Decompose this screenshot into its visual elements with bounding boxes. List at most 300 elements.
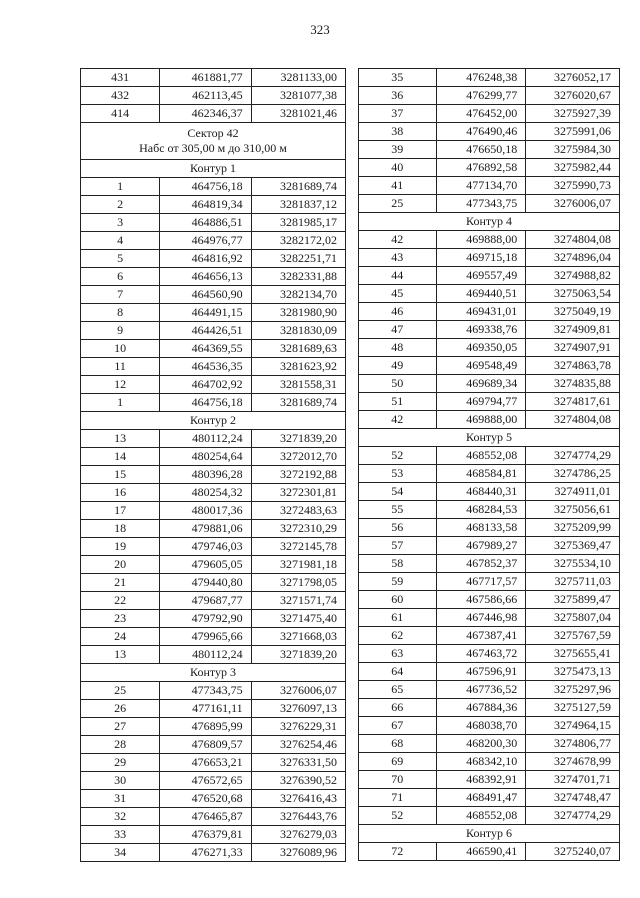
point-number-cell: 47: [359, 321, 437, 339]
table-row: [81, 430, 346, 448]
table-row: [81, 772, 346, 790]
x-coordinate-cell: 467596,91: [436, 663, 526, 681]
point-number-cell: 432: [81, 87, 160, 105]
y-coordinate-cell: 3281837,12: [251, 196, 345, 214]
y-coordinate-cell: 3275767,59: [526, 627, 620, 645]
table-row: [81, 376, 346, 394]
point-number-cell: 11: [81, 358, 160, 376]
table-row: [359, 645, 620, 663]
x-coordinate-cell: 469689,34: [436, 375, 526, 393]
y-coordinate-cell: 3281980,90: [251, 304, 345, 322]
table-row: [359, 159, 620, 177]
x-coordinate-cell: 469548,49: [436, 357, 526, 375]
table-row: [359, 789, 620, 807]
x-coordinate-cell: 476650,18: [436, 141, 526, 159]
coordinates-table-right: [358, 68, 620, 861]
x-coordinate-cell: 464886,51: [160, 214, 251, 232]
point-number-cell: 28: [81, 736, 160, 754]
table-row: [81, 105, 346, 123]
y-coordinate-cell: 3276020,67: [526, 87, 620, 105]
table-row: [81, 610, 346, 628]
x-coordinate-cell: 464816,92: [160, 250, 251, 268]
y-coordinate-cell: 3281689,74: [251, 394, 345, 412]
x-coordinate-cell: 467736,52: [436, 681, 526, 699]
point-number-cell: 27: [81, 718, 160, 736]
contour-header-row: [81, 160, 346, 178]
y-coordinate-cell: 3275534,10: [526, 555, 620, 573]
x-coordinate-cell: 464536,35: [160, 358, 251, 376]
table-row: [81, 718, 346, 736]
x-coordinate-cell: 469338,76: [436, 321, 526, 339]
y-coordinate-cell: 3276254,46: [251, 736, 345, 754]
table-row: [359, 123, 620, 141]
table-row: [81, 826, 346, 844]
table-row: [359, 231, 620, 249]
x-coordinate-cell: 476895,99: [160, 718, 251, 736]
x-coordinate-cell: 464426,51: [160, 322, 251, 340]
table-row: [359, 339, 620, 357]
table-row: [359, 753, 620, 771]
x-coordinate-cell: 464756,18: [160, 178, 251, 196]
y-coordinate-cell: 3272301,81: [251, 484, 345, 502]
y-coordinate-cell: 3276089,96: [251, 844, 345, 862]
y-coordinate-cell: 3275056,61: [526, 501, 620, 519]
point-number-cell: 10: [81, 340, 160, 358]
y-coordinate-cell: 3276006,07: [526, 195, 620, 213]
y-coordinate-cell: 3282134,70: [251, 286, 345, 304]
y-coordinate-cell: 3276416,43: [251, 790, 345, 808]
sector-elevation-range: Набс от 305,00 м до 310,00 м: [139, 141, 287, 155]
x-coordinate-cell: 467852,37: [436, 555, 526, 573]
contour-title: Контур 5: [359, 429, 620, 447]
x-coordinate-cell: 479605,05: [160, 556, 251, 574]
point-number-cell: 44: [359, 267, 437, 285]
y-coordinate-cell: 3274907,91: [526, 339, 620, 357]
y-coordinate-cell: 3282251,71: [251, 250, 345, 268]
table-row: [359, 519, 620, 537]
x-coordinate-cell: 468491,47: [436, 789, 526, 807]
table-row: [359, 195, 620, 213]
x-coordinate-cell: 479687,77: [160, 592, 251, 610]
y-coordinate-cell: 3274804,08: [526, 231, 620, 249]
table-row: [81, 69, 346, 87]
y-coordinate-cell: 3274786,25: [526, 465, 620, 483]
y-coordinate-cell: 3275711,03: [526, 573, 620, 591]
table-row: [81, 628, 346, 646]
contour-header-row: [359, 825, 620, 843]
point-number-cell: 70: [359, 771, 437, 789]
point-number-cell: 52: [359, 447, 437, 465]
y-coordinate-cell: 3276097,13: [251, 700, 345, 718]
y-coordinate-cell: 3282331,88: [251, 268, 345, 286]
x-coordinate-cell: 468284,53: [436, 501, 526, 519]
y-coordinate-cell: 3275473,13: [526, 663, 620, 681]
x-coordinate-cell: 468392,91: [436, 771, 526, 789]
point-number-cell: 15: [81, 466, 160, 484]
table-row: [81, 484, 346, 502]
x-coordinate-cell: 467989,27: [436, 537, 526, 555]
point-number-cell: 38: [359, 123, 437, 141]
table-row: [81, 286, 346, 304]
x-coordinate-cell: 480112,24: [160, 646, 251, 664]
x-coordinate-cell: 476465,87: [160, 808, 251, 826]
y-coordinate-cell: 3275927,39: [526, 105, 620, 123]
table-row: [359, 375, 620, 393]
point-number-cell: 31: [81, 790, 160, 808]
point-number-cell: 1: [81, 178, 160, 196]
x-coordinate-cell: 464656,13: [160, 268, 251, 286]
contour-header-row: [359, 429, 620, 447]
x-coordinate-cell: 469431,01: [436, 303, 526, 321]
y-coordinate-cell: 3274964,15: [526, 717, 620, 735]
point-number-cell: 42: [359, 411, 437, 429]
y-coordinate-cell: 3274774,29: [526, 447, 620, 465]
y-coordinate-cell: 3281623,92: [251, 358, 345, 376]
y-coordinate-cell: 3274678,99: [526, 753, 620, 771]
x-coordinate-cell: 462346,37: [160, 105, 251, 123]
page-number: 323: [310, 22, 330, 37]
x-coordinate-cell: 480112,24: [160, 430, 251, 448]
table-row: [359, 393, 620, 411]
y-coordinate-cell: 3281021,46: [251, 105, 345, 123]
y-coordinate-cell: 3272310,29: [251, 520, 345, 538]
y-coordinate-cell: 3275049,19: [526, 303, 620, 321]
y-coordinate-cell: 3276006,07: [251, 682, 345, 700]
point-number-cell: 65: [359, 681, 437, 699]
point-number-cell: 52: [359, 807, 437, 825]
point-number-cell: 59: [359, 573, 437, 591]
contour-header-row: [359, 213, 620, 231]
y-coordinate-cell: 3275297,96: [526, 681, 620, 699]
y-coordinate-cell: 3275063,54: [526, 285, 620, 303]
y-coordinate-cell: 3275369,47: [526, 537, 620, 555]
point-number-cell: 62: [359, 627, 437, 645]
point-number-cell: 72: [359, 843, 437, 861]
table-row: [81, 448, 346, 466]
contour-title: Контур 3: [81, 664, 346, 682]
table-row: [359, 447, 620, 465]
table-row: [81, 520, 346, 538]
x-coordinate-cell: 476653,21: [160, 754, 251, 772]
point-number-cell: 13: [81, 430, 160, 448]
point-number-cell: 9: [81, 322, 160, 340]
point-number-cell: 53: [359, 465, 437, 483]
x-coordinate-cell: 468552,08: [436, 807, 526, 825]
x-coordinate-cell: 479792,90: [160, 610, 251, 628]
table-row: [81, 556, 346, 574]
point-number-cell: 20: [81, 556, 160, 574]
table-row: [81, 214, 346, 232]
table-row: [359, 573, 620, 591]
point-number-cell: 60: [359, 591, 437, 609]
x-coordinate-cell: 469888,00: [436, 231, 526, 249]
table-row: [359, 411, 620, 429]
x-coordinate-cell: 469350,05: [436, 339, 526, 357]
point-number-cell: 63: [359, 645, 437, 663]
x-coordinate-cell: 468440,31: [436, 483, 526, 501]
table-row: [81, 790, 346, 808]
y-coordinate-cell: 3275807,04: [526, 609, 620, 627]
sector-header-row: [81, 123, 346, 160]
x-coordinate-cell: 476892,58: [436, 159, 526, 177]
y-coordinate-cell: 3282172,02: [251, 232, 345, 250]
y-coordinate-cell: 3274806,77: [526, 735, 620, 753]
point-number-cell: 67: [359, 717, 437, 735]
x-coordinate-cell: 467586,66: [436, 591, 526, 609]
table-row: [359, 321, 620, 339]
y-coordinate-cell: 3274774,29: [526, 807, 620, 825]
x-coordinate-cell: 469794,77: [436, 393, 526, 411]
point-number-cell: 51: [359, 393, 437, 411]
y-coordinate-cell: 3281689,63: [251, 340, 345, 358]
contour-header-row: [81, 664, 346, 682]
y-coordinate-cell: 3272145,78: [251, 538, 345, 556]
point-number-cell: 17: [81, 502, 160, 520]
y-coordinate-cell: 3275127,59: [526, 699, 620, 717]
point-number-cell: 69: [359, 753, 437, 771]
x-coordinate-cell: 461881,77: [160, 69, 251, 87]
table-row: [359, 105, 620, 123]
point-number-cell: 45: [359, 285, 437, 303]
point-number-cell: 18: [81, 520, 160, 538]
point-number-cell: 30: [81, 772, 160, 790]
y-coordinate-cell: 3271668,03: [251, 628, 345, 646]
point-number-cell: 50: [359, 375, 437, 393]
table-row: [359, 465, 620, 483]
table-row: [81, 322, 346, 340]
point-number-cell: 22: [81, 592, 160, 610]
table-row: [81, 700, 346, 718]
table-row: [81, 196, 346, 214]
point-number-cell: 16: [81, 484, 160, 502]
point-number-cell: 3: [81, 214, 160, 232]
x-coordinate-cell: 476379,81: [160, 826, 251, 844]
x-coordinate-cell: 476452,00: [436, 105, 526, 123]
y-coordinate-cell: 3274804,08: [526, 411, 620, 429]
x-coordinate-cell: 469715,18: [436, 249, 526, 267]
table-row: [81, 736, 346, 754]
table-row: [359, 285, 620, 303]
y-coordinate-cell: 3275209,99: [526, 519, 620, 537]
y-coordinate-cell: 3275982,44: [526, 159, 620, 177]
contour-header-row: [81, 412, 346, 430]
y-coordinate-cell: 3271798,05: [251, 574, 345, 592]
x-coordinate-cell: 464756,18: [160, 394, 251, 412]
point-number-cell: 37: [359, 105, 437, 123]
x-coordinate-cell: 476572,65: [160, 772, 251, 790]
table-row: [81, 682, 346, 700]
x-coordinate-cell: 480254,64: [160, 448, 251, 466]
table-row: [359, 483, 620, 501]
table-row: [359, 699, 620, 717]
point-number-cell: 23: [81, 610, 160, 628]
x-coordinate-cell: 467463,72: [436, 645, 526, 663]
y-coordinate-cell: 3275899,47: [526, 591, 620, 609]
x-coordinate-cell: 479440,80: [160, 574, 251, 592]
y-coordinate-cell: 3276279,03: [251, 826, 345, 844]
point-number-cell: 68: [359, 735, 437, 753]
y-coordinate-cell: 3281077,38: [251, 87, 345, 105]
y-coordinate-cell: 3271839,20: [251, 646, 345, 664]
point-number-cell: 26: [81, 700, 160, 718]
y-coordinate-cell: 3275240,07: [526, 843, 620, 861]
y-coordinate-cell: 3276390,52: [251, 772, 345, 790]
point-number-cell: 25: [81, 682, 160, 700]
y-coordinate-cell: 3281830,09: [251, 322, 345, 340]
y-coordinate-cell: 3272012,70: [251, 448, 345, 466]
y-coordinate-cell: 3274896,04: [526, 249, 620, 267]
y-coordinate-cell: 3274909,81: [526, 321, 620, 339]
y-coordinate-cell: 3276229,31: [251, 718, 345, 736]
table-row: [359, 267, 620, 285]
y-coordinate-cell: 3271475,40: [251, 610, 345, 628]
x-coordinate-cell: 477343,75: [160, 682, 251, 700]
table-row: [81, 538, 346, 556]
table-row: [81, 574, 346, 592]
y-coordinate-cell: 3275655,41: [526, 645, 620, 663]
point-number-cell: 6: [81, 268, 160, 286]
point-number-cell: 46: [359, 303, 437, 321]
table-row: [81, 646, 346, 664]
x-coordinate-cell: 467884,36: [436, 699, 526, 717]
table-row: [81, 358, 346, 376]
point-number-cell: 40: [359, 159, 437, 177]
table-row: [81, 592, 346, 610]
point-number-cell: 5: [81, 250, 160, 268]
table-row: [81, 844, 346, 862]
x-coordinate-cell: 468584,81: [436, 465, 526, 483]
point-number-cell: 43: [359, 249, 437, 267]
table-row: [359, 609, 620, 627]
y-coordinate-cell: 3275984,30: [526, 141, 620, 159]
point-number-cell: 41: [359, 177, 437, 195]
y-coordinate-cell: 3271981,18: [251, 556, 345, 574]
y-coordinate-cell: 3281689,74: [251, 178, 345, 196]
x-coordinate-cell: 467446,98: [436, 609, 526, 627]
point-number-cell: 49: [359, 357, 437, 375]
x-coordinate-cell: 476248,38: [436, 69, 526, 87]
table-row: [81, 394, 346, 412]
table-row: [359, 141, 620, 159]
point-number-cell: 414: [81, 105, 160, 123]
y-coordinate-cell: 3276443,76: [251, 808, 345, 826]
point-number-cell: 57: [359, 537, 437, 555]
point-number-cell: 54: [359, 483, 437, 501]
x-coordinate-cell: 476809,57: [160, 736, 251, 754]
table-row: [81, 808, 346, 826]
x-coordinate-cell: 466590,41: [436, 843, 526, 861]
x-coordinate-cell: 464491,15: [160, 304, 251, 322]
x-coordinate-cell: 479881,06: [160, 520, 251, 538]
table-row: [359, 87, 620, 105]
table-row: [359, 663, 620, 681]
point-number-cell: 19: [81, 538, 160, 556]
sector-name: Сектор 42: [187, 126, 239, 140]
x-coordinate-cell: 476299,77: [436, 87, 526, 105]
table-row: [81, 466, 346, 484]
table-row: [81, 754, 346, 772]
y-coordinate-cell: 3272192,88: [251, 466, 345, 484]
x-coordinate-cell: 468133,58: [436, 519, 526, 537]
x-coordinate-cell: 477134,70: [436, 177, 526, 195]
y-coordinate-cell: 3276052,17: [526, 69, 620, 87]
point-number-cell: 1: [81, 394, 160, 412]
point-number-cell: 2: [81, 196, 160, 214]
table-row: [359, 501, 620, 519]
point-number-cell: 21: [81, 574, 160, 592]
x-coordinate-cell: 477343,75: [436, 195, 526, 213]
y-coordinate-cell: 3274835,88: [526, 375, 620, 393]
y-coordinate-cell: 3274748,47: [526, 789, 620, 807]
table-row: [359, 357, 620, 375]
x-coordinate-cell: 480254,32: [160, 484, 251, 502]
x-coordinate-cell: 468038,70: [436, 717, 526, 735]
table-row: [359, 591, 620, 609]
table-row: [359, 303, 620, 321]
table-row: [81, 178, 346, 196]
point-number-cell: 56: [359, 519, 437, 537]
point-number-cell: 8: [81, 304, 160, 322]
table-row: [81, 340, 346, 358]
x-coordinate-cell: 467387,41: [436, 627, 526, 645]
y-coordinate-cell: 3271839,20: [251, 430, 345, 448]
point-number-cell: 25: [359, 195, 437, 213]
table-row: [359, 807, 620, 825]
point-number-cell: 33: [81, 826, 160, 844]
point-number-cell: 64: [359, 663, 437, 681]
point-number-cell: 39: [359, 141, 437, 159]
x-coordinate-cell: 462113,45: [160, 87, 251, 105]
y-coordinate-cell: 3274911,01: [526, 483, 620, 501]
x-coordinate-cell: 479746,03: [160, 538, 251, 556]
y-coordinate-cell: 3281133,00: [251, 69, 345, 87]
y-coordinate-cell: 3274817,61: [526, 393, 620, 411]
table-row: [359, 681, 620, 699]
y-coordinate-cell: 3281985,17: [251, 214, 345, 232]
table-row: [359, 177, 620, 195]
contour-title: Контур 6: [359, 825, 620, 843]
y-coordinate-cell: 3272483,63: [251, 502, 345, 520]
y-coordinate-cell: 3276331,50: [251, 754, 345, 772]
point-number-cell: 32: [81, 808, 160, 826]
x-coordinate-cell: 476520,68: [160, 790, 251, 808]
point-number-cell: 7: [81, 286, 160, 304]
x-coordinate-cell: 468552,08: [436, 447, 526, 465]
point-number-cell: 29: [81, 754, 160, 772]
x-coordinate-cell: 479965,66: [160, 628, 251, 646]
x-coordinate-cell: 464369,55: [160, 340, 251, 358]
x-coordinate-cell: 476490,46: [436, 123, 526, 141]
point-number-cell: 61: [359, 609, 437, 627]
x-coordinate-cell: 469557,49: [436, 267, 526, 285]
point-number-cell: 12: [81, 376, 160, 394]
x-coordinate-cell: 464976,77: [160, 232, 251, 250]
x-coordinate-cell: 464560,90: [160, 286, 251, 304]
point-number-cell: 35: [359, 69, 437, 87]
contour-title: Контур 2: [81, 412, 346, 430]
point-number-cell: 34: [81, 844, 160, 862]
point-number-cell: 71: [359, 789, 437, 807]
x-coordinate-cell: 464702,92: [160, 376, 251, 394]
table-row: [359, 735, 620, 753]
point-number-cell: 36: [359, 87, 437, 105]
coordinates-table-left: [80, 68, 346, 862]
table-row: [359, 249, 620, 267]
y-coordinate-cell: 3274863,78: [526, 357, 620, 375]
table-row: [81, 250, 346, 268]
table-row: [359, 555, 620, 573]
point-number-cell: 66: [359, 699, 437, 717]
